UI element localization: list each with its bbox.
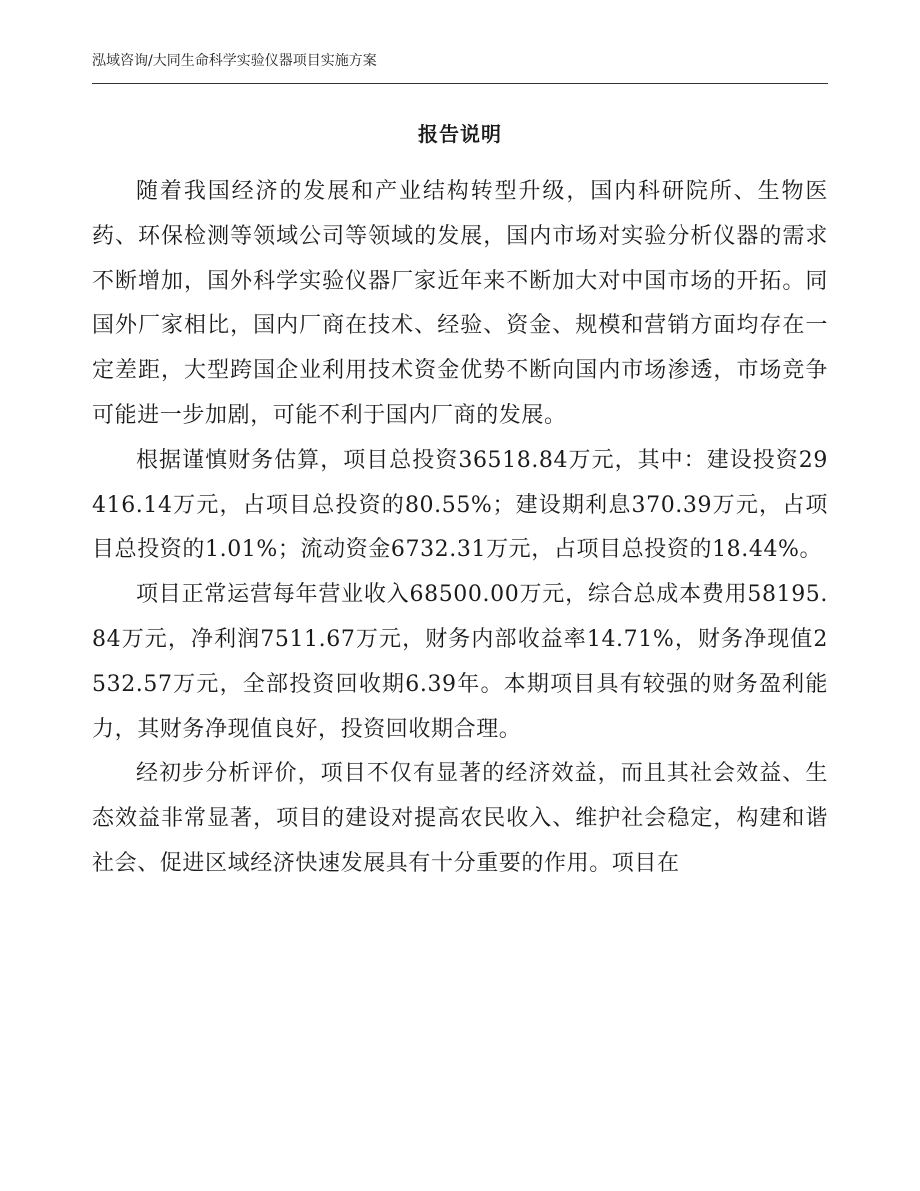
document-body [92,170,828,887]
paragraph-evaluation: 经初步分析评价，项目不仅有显著的经济效益，而且其社会效益、生态效益非常显著，项目的建设对提高农民收入、维护社会稳定，构建和谐社会、促进区域经济快速发展具有十分重要的作用。项目在 [92,761,828,876]
header-divider [92,83,828,84]
running-header: 泓域咨询/大同生命科学实验仪器项目实施方案 [92,53,377,69]
paragraph-financial-returns: 项目正常运营每年营业收入68500.00万元，综合总成本费用58195.84万元，净利润7511.67万元，财务内部收益率14.71%，财务净现值2532.57万元，全部投资回收期6.39年。本期项目具有较强的财务盈利能力，其财务净现值良好，投资回收期合理。 [92,582,828,742]
paragraph-investment-estimate: 根据谨慎财务估算，项目总投资36518.84万元，其中：建设投资29416.14万元，占项目总投资的80.55%；建设期利息370.39万元，占项目总投资的1.01%；流动资金6732.31万元，占项目总投资的18.44%。 [92,447,828,563]
paragraph-market-background: 随着我国经济的发展和产业结构转型升级，国内科研院所、生物医药、环保检测等领域公司等领域的发展，国内市场对实验分析仪器的需求不断增加，国外科学实验仪器厂家近年来不断加大对中国市场的开拓。同国外厂家相比，国内厂商在技术、经验、资金、规模和营销方面均存在一定差距，大型跨国企业利用技术资金优势不断向国内市场渗透，市场竞争可能进一步加剧，可能不利于国内厂商的发展。 [92,179,828,428]
document-title: 报告说明 [418,122,502,146]
